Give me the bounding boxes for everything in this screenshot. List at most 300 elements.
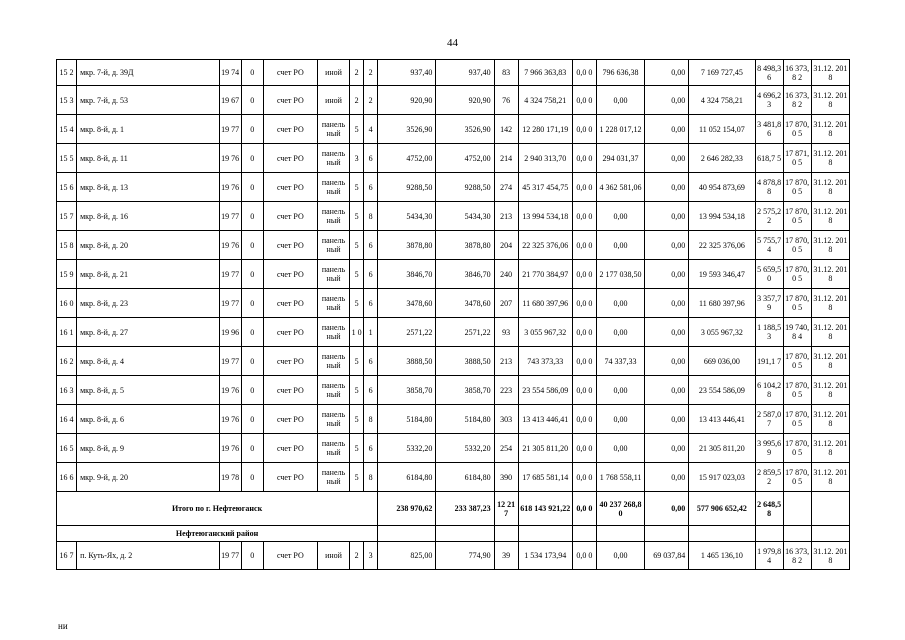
table-row xyxy=(57,115,850,144)
empty-cell xyxy=(811,526,849,542)
col16-cell: 17 870,0 5 xyxy=(783,405,811,434)
fund-cell: счет РО xyxy=(263,231,317,260)
wall-material-cell: панель ный xyxy=(317,260,349,289)
year-cell: 19 76 xyxy=(219,144,241,173)
fund-cell: счет РО xyxy=(263,347,317,376)
wall-material-cell: панель ный xyxy=(317,318,349,347)
col12-cell: 0,00 xyxy=(596,542,644,570)
year-cell: 19 96 xyxy=(219,318,241,347)
table-row xyxy=(57,542,850,570)
address-cell: мкр. 8-й, д. 21 xyxy=(77,260,220,289)
col11-cell: 0,0 0 xyxy=(572,405,596,434)
wall-material-cell: панель ный xyxy=(317,144,349,173)
subtotal-col13: 0,00 xyxy=(645,492,689,526)
year-cell: 19 76 xyxy=(219,376,241,405)
num-cell: 16 2 xyxy=(57,347,77,376)
cost-cell: 7 966 363,83 xyxy=(518,60,572,86)
residents-cell: 223 xyxy=(494,376,518,405)
cost-cell: 1 534 173,94 xyxy=(518,542,572,570)
col3-cell: 0 xyxy=(241,60,263,86)
entrances-cell: 8 xyxy=(364,202,378,231)
subtotal-cost: 618 143 921,22 xyxy=(518,492,572,526)
empty-cell xyxy=(783,526,811,542)
col16-cell: 17 870,0 5 xyxy=(783,115,811,144)
col16-cell: 17 870,0 5 xyxy=(783,260,811,289)
living-area-cell: 774,90 xyxy=(436,542,494,570)
wall-material-cell: иной xyxy=(317,60,349,86)
residents-cell: 207 xyxy=(494,289,518,318)
col15-cell: 1 188,5 3 xyxy=(755,318,783,347)
living-area-cell: 9288,50 xyxy=(436,173,494,202)
total-area-cell: 3878,80 xyxy=(378,231,436,260)
subtotal-col16 xyxy=(783,492,811,526)
fund-cell: счет РО xyxy=(263,60,317,86)
col3-cell: 0 xyxy=(241,260,263,289)
cost-cell: 17 685 581,14 xyxy=(518,463,572,492)
address-cell: мкр. 8-й, д. 4 xyxy=(77,347,220,376)
col16-cell: 17 871,0 5 xyxy=(783,144,811,173)
subtotal-col11: 0,0 0 xyxy=(572,492,596,526)
total-area-cell: 825,00 xyxy=(378,542,436,570)
col11-cell: 0,0 0 xyxy=(572,434,596,463)
date-cell: 31.12. 2018 xyxy=(811,434,849,463)
col13-cell: 0,00 xyxy=(645,231,689,260)
col12-cell: 0,00 xyxy=(596,318,644,347)
num-cell: 16 3 xyxy=(57,376,77,405)
date-cell: 31.12. 2018 xyxy=(811,173,849,202)
col15-cell: 5 755,7 4 xyxy=(755,231,783,260)
table-row xyxy=(57,260,850,289)
table-row xyxy=(57,405,850,434)
col15-cell: 8 498,3 6 xyxy=(755,60,783,86)
col16-cell: 16 373,8 2 xyxy=(783,86,811,115)
col14-cell: 21 305 811,20 xyxy=(689,434,755,463)
living-area-cell: 3888,50 xyxy=(436,347,494,376)
floors-cell: 5 xyxy=(350,289,364,318)
col13-cell: 0,00 xyxy=(645,202,689,231)
col3-cell: 0 xyxy=(241,173,263,202)
col11-cell: 0,0 0 xyxy=(572,60,596,86)
col16-cell: 17 870,0 5 xyxy=(783,202,811,231)
year-cell: 19 76 xyxy=(219,173,241,202)
floors-cell: 3 xyxy=(350,144,364,173)
residents-cell: 76 xyxy=(494,86,518,115)
cost-cell: 45 317 454,75 xyxy=(518,173,572,202)
col15-cell: 4 878,8 8 xyxy=(755,173,783,202)
col13-cell: 0,00 xyxy=(645,289,689,318)
floors-cell: 5 xyxy=(350,463,364,492)
col14-cell: 11 052 154,07 xyxy=(689,115,755,144)
total-area-cell: 4752,00 xyxy=(378,144,436,173)
total-area-cell: 937,40 xyxy=(378,60,436,86)
col12-cell: 1 768 558,11 xyxy=(596,463,644,492)
num-cell: 16 6 xyxy=(57,463,77,492)
cost-cell: 2 940 313,70 xyxy=(518,144,572,173)
col11-cell: 0,0 0 xyxy=(572,144,596,173)
empty-cell xyxy=(645,526,689,542)
year-cell: 19 77 xyxy=(219,260,241,289)
residents-cell: 240 xyxy=(494,260,518,289)
entrances-cell: 6 xyxy=(364,434,378,463)
col13-cell: 0,00 xyxy=(645,405,689,434)
entrances-cell: 6 xyxy=(364,231,378,260)
date-cell: 31.12. 2018 xyxy=(811,542,849,570)
fund-cell: счет РО xyxy=(263,376,317,405)
floors-cell: 5 xyxy=(350,376,364,405)
year-cell: 19 74 xyxy=(219,60,241,86)
col13-cell: 0,00 xyxy=(645,376,689,405)
wall-material-cell: панель ный xyxy=(317,463,349,492)
address-cell: мкр. 8-й, д. 16 xyxy=(77,202,220,231)
col3-cell: 0 xyxy=(241,405,263,434)
subtotal-col15: 2 648,5 8 xyxy=(755,492,783,526)
year-cell: 19 76 xyxy=(219,405,241,434)
col15-cell: 2 859,5 2 xyxy=(755,463,783,492)
col11-cell: 0,0 0 xyxy=(572,318,596,347)
floors-cell: 5 xyxy=(350,173,364,202)
living-area-cell: 3858,70 xyxy=(436,376,494,405)
year-cell: 19 77 xyxy=(219,115,241,144)
entrances-cell: 6 xyxy=(364,289,378,318)
wall-material-cell: иной xyxy=(317,542,349,570)
col11-cell: 0,0 0 xyxy=(572,289,596,318)
entrances-cell: 2 xyxy=(364,86,378,115)
fund-cell: счет РО xyxy=(263,542,317,570)
col15-cell: 3 481,8 6 xyxy=(755,115,783,144)
entrances-cell: 6 xyxy=(364,347,378,376)
living-area-cell: 6184,80 xyxy=(436,463,494,492)
address-cell: п. Куть-Ях, д. 2 xyxy=(77,542,220,570)
empty-cell xyxy=(436,526,494,542)
num-cell: 15 8 xyxy=(57,231,77,260)
date-cell: 31.12. 2018 xyxy=(811,60,849,86)
subtotal-col12: 40 237 268,80 xyxy=(596,492,644,526)
col11-cell: 0,0 0 xyxy=(572,202,596,231)
col3-cell: 0 xyxy=(241,144,263,173)
entrances-cell: 6 xyxy=(364,144,378,173)
subtotal-residents: 12 217 xyxy=(494,492,518,526)
num-cell: 15 9 xyxy=(57,260,77,289)
col14-cell: 22 325 376,06 xyxy=(689,231,755,260)
col11-cell: 0,0 0 xyxy=(572,86,596,115)
num-cell: 15 3 xyxy=(57,86,77,115)
col15-cell: 191,1 7 xyxy=(755,347,783,376)
empty-cell xyxy=(755,526,783,542)
date-cell: 31.12. 2018 xyxy=(811,318,849,347)
address-cell: мкр. 9-й, д. 20 xyxy=(77,463,220,492)
living-area-cell: 5434,30 xyxy=(436,202,494,231)
total-area-cell: 9288,50 xyxy=(378,173,436,202)
col15-cell: 3 995,6 9 xyxy=(755,434,783,463)
date-cell: 31.12. 2018 xyxy=(811,289,849,318)
col13-cell: 0,00 xyxy=(645,463,689,492)
col14-cell: 40 954 873,69 xyxy=(689,173,755,202)
num-cell: 15 4 xyxy=(57,115,77,144)
address-cell: мкр. 7-й, д. 39Д xyxy=(77,60,220,86)
residents-cell: 254 xyxy=(494,434,518,463)
address-cell: мкр. 8-й, д. 11 xyxy=(77,144,220,173)
fund-cell: счет РО xyxy=(263,434,317,463)
fund-cell: счет РО xyxy=(263,173,317,202)
living-area-cell: 3478,60 xyxy=(436,289,494,318)
cost-cell: 23 554 586,09 xyxy=(518,376,572,405)
total-area-cell: 3846,70 xyxy=(378,260,436,289)
entrances-cell: 4 xyxy=(364,115,378,144)
living-area-cell: 3526,90 xyxy=(436,115,494,144)
col14-cell: 11 680 397,96 xyxy=(689,289,755,318)
year-cell: 19 78 xyxy=(219,463,241,492)
address-cell: мкр. 8-й, д. 5 xyxy=(77,376,220,405)
subtotal-total-area: 238 970,62 xyxy=(378,492,436,526)
fund-cell: счет РО xyxy=(263,260,317,289)
num-cell: 16 0 xyxy=(57,289,77,318)
col11-cell: 0,0 0 xyxy=(572,173,596,202)
subtotal-row xyxy=(57,492,850,526)
col16-cell: 19 740,8 4 xyxy=(783,318,811,347)
col15-cell: 3 357,7 9 xyxy=(755,289,783,318)
col11-cell: 0,0 0 xyxy=(572,115,596,144)
total-area-cell: 3888,50 xyxy=(378,347,436,376)
date-cell: 31.12. 2018 xyxy=(811,260,849,289)
col12-cell: 74 337,33 xyxy=(596,347,644,376)
floors-cell: 2 xyxy=(350,60,364,86)
col14-cell: 15 917 023,03 xyxy=(689,463,755,492)
col13-cell: 0,00 xyxy=(645,260,689,289)
wall-material-cell: панель ный xyxy=(317,115,349,144)
cost-cell: 12 280 171,19 xyxy=(518,115,572,144)
col13-cell: 0,00 xyxy=(645,318,689,347)
col13-cell: 0,00 xyxy=(645,144,689,173)
col3-cell: 0 xyxy=(241,376,263,405)
col14-cell: 19 593 346,47 xyxy=(689,260,755,289)
living-area-cell: 3846,70 xyxy=(436,260,494,289)
empty-cell xyxy=(494,526,518,542)
floors-cell: 5 xyxy=(350,405,364,434)
table-row xyxy=(57,173,850,202)
region-label: Нефтеюганский район xyxy=(57,526,378,542)
total-area-cell: 3478,60 xyxy=(378,289,436,318)
year-cell: 19 76 xyxy=(219,231,241,260)
col12-cell: 4 362 581,06 xyxy=(596,173,644,202)
living-area-cell: 4752,00 xyxy=(436,144,494,173)
residents-cell: 274 xyxy=(494,173,518,202)
col15-cell: 4 696,2 3 xyxy=(755,86,783,115)
cost-cell: 4 324 758,21 xyxy=(518,86,572,115)
num-cell: 15 6 xyxy=(57,173,77,202)
floors-cell: 2 xyxy=(350,542,364,570)
col12-cell: 294 031,37 xyxy=(596,144,644,173)
table-row xyxy=(57,463,850,492)
entrances-cell: 3 xyxy=(364,542,378,570)
col3-cell: 0 xyxy=(241,434,263,463)
col15-cell: 2 587,0 7 xyxy=(755,405,783,434)
wall-material-cell: иной xyxy=(317,86,349,115)
year-cell: 19 67 xyxy=(219,86,241,115)
empty-cell xyxy=(518,526,572,542)
table-row xyxy=(57,347,850,376)
num-cell: 16 5 xyxy=(57,434,77,463)
floors-cell: 5 xyxy=(350,347,364,376)
total-area-cell: 5184,80 xyxy=(378,405,436,434)
footer-mark: ни xyxy=(58,621,68,631)
living-area-cell: 5184,80 xyxy=(436,405,494,434)
table-row xyxy=(57,318,850,347)
fund-cell: счет РО xyxy=(263,318,317,347)
year-cell: 19 77 xyxy=(219,347,241,376)
address-cell: мкр. 8-й, д. 13 xyxy=(77,173,220,202)
floors-cell: 5 xyxy=(350,115,364,144)
residents-cell: 390 xyxy=(494,463,518,492)
cost-cell: 13 413 446,41 xyxy=(518,405,572,434)
residents-cell: 142 xyxy=(494,115,518,144)
residents-cell: 214 xyxy=(494,144,518,173)
col13-cell: 0,00 xyxy=(645,115,689,144)
date-cell: 31.12. 2018 xyxy=(811,115,849,144)
table-row xyxy=(57,231,850,260)
fund-cell: счет РО xyxy=(263,405,317,434)
date-cell: 31.12. 2018 xyxy=(811,463,849,492)
num-cell: 15 2 xyxy=(57,60,77,86)
residents-cell: 39 xyxy=(494,542,518,570)
cost-cell: 11 680 397,96 xyxy=(518,289,572,318)
col3-cell: 0 xyxy=(241,115,263,144)
year-cell: 19 77 xyxy=(219,542,241,570)
col3-cell: 0 xyxy=(241,289,263,318)
fund-cell: счет РО xyxy=(263,144,317,173)
col14-cell: 4 324 758,21 xyxy=(689,86,755,115)
cost-cell: 3 055 967,32 xyxy=(518,318,572,347)
col3-cell: 0 xyxy=(241,231,263,260)
empty-cell xyxy=(596,526,644,542)
floors-cell: 5 xyxy=(350,260,364,289)
col3-cell: 0 xyxy=(241,347,263,376)
col14-cell: 2 646 282,33 xyxy=(689,144,755,173)
col12-cell: 0,00 xyxy=(596,86,644,115)
col16-cell: 17 870,0 5 xyxy=(783,347,811,376)
col13-cell: 0,00 xyxy=(645,86,689,115)
fund-cell: счет РО xyxy=(263,86,317,115)
region-header-row xyxy=(57,526,850,542)
cost-cell: 21 305 811,20 xyxy=(518,434,572,463)
col14-cell: 3 055 967,32 xyxy=(689,318,755,347)
subtotal-date xyxy=(811,492,849,526)
num-cell: 16 7 xyxy=(57,542,77,570)
total-area-cell: 6184,80 xyxy=(378,463,436,492)
residents-cell: 83 xyxy=(494,60,518,86)
subtotal-col14: 577 906 652,42 xyxy=(689,492,755,526)
col3-cell: 0 xyxy=(241,202,263,231)
wall-material-cell: панель ный xyxy=(317,434,349,463)
residents-cell: 213 xyxy=(494,202,518,231)
col16-cell: 17 870,0 5 xyxy=(783,463,811,492)
col13-cell: 0,00 xyxy=(645,347,689,376)
wall-material-cell: панель ный xyxy=(317,202,349,231)
date-cell: 31.12. 2018 xyxy=(811,144,849,173)
col16-cell: 17 870,0 5 xyxy=(783,434,811,463)
address-cell: мкр. 8-й, д. 6 xyxy=(77,405,220,434)
living-area-cell: 937,40 xyxy=(436,60,494,86)
entrances-cell: 6 xyxy=(364,260,378,289)
col15-cell: 6 104,2 8 xyxy=(755,376,783,405)
date-cell: 31.12. 2018 xyxy=(811,347,849,376)
residents-cell: 303 xyxy=(494,405,518,434)
entrances-cell: 2 xyxy=(364,60,378,86)
wall-material-cell: панель ный xyxy=(317,376,349,405)
col12-cell: 0,00 xyxy=(596,231,644,260)
num-cell: 15 7 xyxy=(57,202,77,231)
col14-cell: 7 169 727,45 xyxy=(689,60,755,86)
address-cell: мкр. 8-й, д. 1 xyxy=(77,115,220,144)
total-area-cell: 920,90 xyxy=(378,86,436,115)
table-row xyxy=(57,289,850,318)
total-area-cell: 5434,30 xyxy=(378,202,436,231)
floors-cell: 5 xyxy=(350,231,364,260)
col11-cell: 0,0 0 xyxy=(572,260,596,289)
floors-cell: 1 0 xyxy=(350,318,364,347)
entrances-cell: 8 xyxy=(364,405,378,434)
total-area-cell: 5332,20 xyxy=(378,434,436,463)
total-area-cell: 3858,70 xyxy=(378,376,436,405)
table-row xyxy=(57,144,850,173)
col16-cell: 16 373,8 2 xyxy=(783,542,811,570)
cost-cell: 21 770 384,97 xyxy=(518,260,572,289)
col16-cell: 16 373,8 2 xyxy=(783,60,811,86)
table-body xyxy=(57,60,850,570)
empty-cell xyxy=(378,526,436,542)
col3-cell: 0 xyxy=(241,542,263,570)
fund-cell: счет РО xyxy=(263,115,317,144)
col3-cell: 0 xyxy=(241,463,263,492)
year-cell: 19 77 xyxy=(219,289,241,318)
year-cell: 19 77 xyxy=(219,202,241,231)
col16-cell: 17 870,0 5 xyxy=(783,376,811,405)
living-area-cell: 5332,20 xyxy=(436,434,494,463)
address-cell: мкр. 8-й, д. 27 xyxy=(77,318,220,347)
col12-cell: 0,00 xyxy=(596,376,644,405)
table-row xyxy=(57,202,850,231)
wall-material-cell: панель ный xyxy=(317,231,349,260)
col12-cell: 0,00 xyxy=(596,405,644,434)
col14-cell: 23 554 586,09 xyxy=(689,376,755,405)
col14-cell: 669 036,00 xyxy=(689,347,755,376)
col13-cell: 0,00 xyxy=(645,60,689,86)
date-cell: 31.12. 2018 xyxy=(811,202,849,231)
col12-cell: 1 228 017,12 xyxy=(596,115,644,144)
entrances-cell: 6 xyxy=(364,173,378,202)
year-cell: 19 76 xyxy=(219,434,241,463)
address-cell: мкр. 7-й, д. 53 xyxy=(77,86,220,115)
date-cell: 31.12. 2018 xyxy=(811,231,849,260)
table-row xyxy=(57,60,850,86)
entrances-cell: 1 xyxy=(364,318,378,347)
residents-cell: 93 xyxy=(494,318,518,347)
col3-cell: 0 xyxy=(241,86,263,115)
table-row xyxy=(57,376,850,405)
floors-cell: 5 xyxy=(350,434,364,463)
floors-cell: 2 xyxy=(350,86,364,115)
col12-cell: 0,00 xyxy=(596,434,644,463)
col11-cell: 0,0 0 xyxy=(572,231,596,260)
col16-cell: 17 870,0 5 xyxy=(783,289,811,318)
address-cell: мкр. 8-й, д. 23 xyxy=(77,289,220,318)
living-area-cell: 920,90 xyxy=(436,86,494,115)
subtotal-living-area: 233 387,23 xyxy=(436,492,494,526)
col15-cell: 618,7 5 xyxy=(755,144,783,173)
fund-cell: счет РО xyxy=(263,289,317,318)
address-cell: мкр. 8-й, д. 20 xyxy=(77,231,220,260)
cost-cell: 22 325 376,06 xyxy=(518,231,572,260)
housing-registry-table xyxy=(56,59,850,570)
